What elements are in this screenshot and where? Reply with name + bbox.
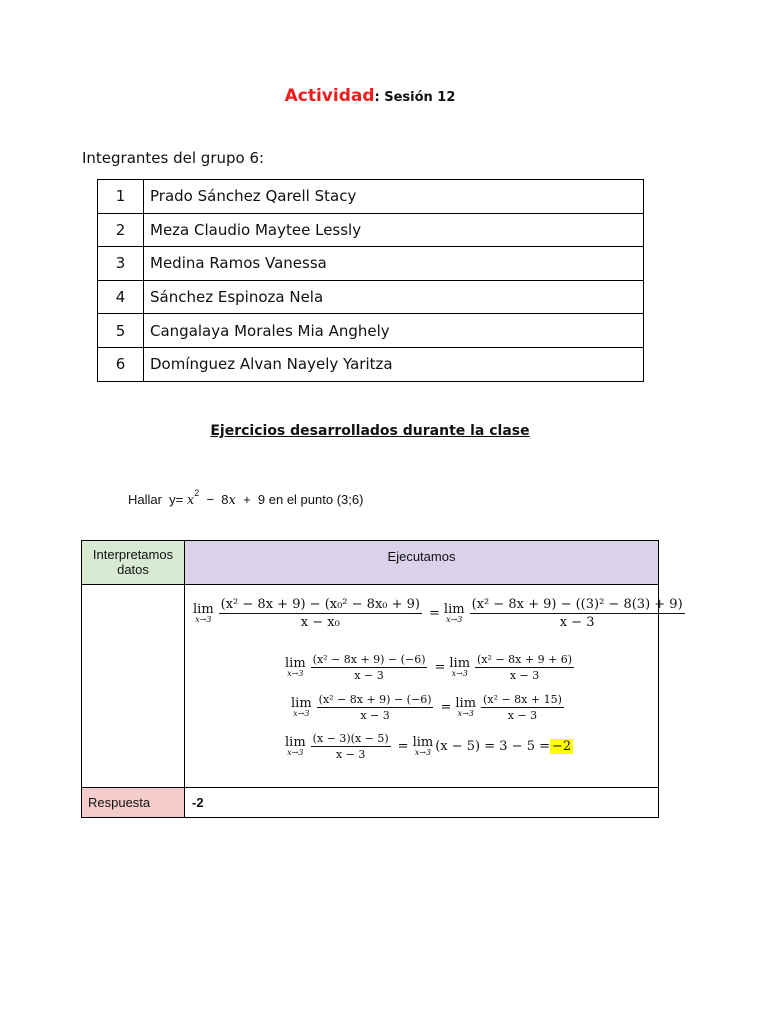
math-cell [185,585,683,788]
fraction: $\frac{\text{(x² − 8x + 9) − ((3)² − 8(3) + 9)}}{x - 3}$ [471,597,683,630]
member-number: 6 [98,347,144,381]
members-table [97,179,644,382]
limit-operator: lim x→3 [412,734,434,757]
problem-middle: − 8 [199,492,229,507]
math-line-2: lim x→3 $\frac{\text{(x² − 8x + 9) − (−6)}}{x - 3}$ = lim x→3 $\frac{\text{(x² − 8x + 9 + 6)}}{x - 3}$ [285,653,573,682]
member-name: Sánchez Espinoza Nela [144,280,644,314]
limit-operator: lim x→3 [291,695,312,718]
member-row [98,280,644,314]
limit-operator: lim x→3 [193,601,214,624]
fraction: $\frac{\text{(x² − 8x + 9) − (−6)}}{x - 3}$ [312,653,426,682]
problem-exponent: 2 [194,488,200,498]
member-row [98,314,644,348]
group-intro: Integrantes del grupo 6: [82,149,265,167]
interpret-header: Interpretamos datos [82,541,185,585]
member-name: Medina Ramos Vanessa [144,247,644,281]
member-number: 5 [98,314,144,348]
member-row [98,213,644,247]
member-number: 3 [98,247,144,281]
math-line-3: lim x→3 $\frac{\text{(x² − 8x + 9) − (−6)}}{x - 3}$ = lim x→3 $\frac{\text{(x² − 8x + 15)}}{x - 3}$ [291,693,562,722]
execute-header: Ejecutamos [185,541,659,585]
member-name: Meza Claudio Maytee Lessly [144,213,644,247]
member-number: 4 [98,280,144,314]
member-name: Cangalaya Morales Mia Anghely [144,314,644,348]
member-number: 1 [98,180,144,214]
problem-x: x [186,493,195,508]
highlighted-result: −2 [552,739,572,754]
fraction: $\frac{\text{(x² − 8x + 9) − (−6)}}{x - 3}$ [318,693,432,722]
limit-operator: lim x→3 [285,734,306,757]
problem-x2: x [228,493,236,508]
section-subtitle: Ejercicios desarrollados durante la clase [210,423,530,439]
problem-suffix: + 9 en el punto (3;6) [235,492,364,507]
member-number: 2 [98,213,144,247]
math-rest: (x − 5) = 3 − 5 = [435,739,551,754]
math-line-4: lim x→3 $\frac{(x - 3)(x - 5)}{x - 3}$ = lim x→3 (x − 5) = 3 − 5 = −2 [285,732,572,761]
fraction: $\frac{\text{(x² − 8x + 15)}}{x - 3}$ [483,693,562,722]
session-label: : Sesión 12 [374,90,456,105]
interpret-cell [82,585,185,788]
answer-label: Respuesta [82,788,185,818]
member-row [98,247,644,281]
fraction: $\frac{(x - 3)(x - 5)}{x - 3}$ [312,732,389,761]
fraction: $\frac{\text{(x² − 8x + 9 + 6)}}{x - 3}$ [477,653,573,682]
work-table [81,540,683,818]
problem-statement [128,488,364,508]
document-title [0,86,740,106]
problem-prefix: Hallar y= [128,492,187,507]
limit-operator: lim x→3 [443,601,465,624]
member-row [98,180,644,214]
fraction: $\frac{\text{(x² − 8x + 9) − (x₀² − 8x₀ + 9)}}{\text{x − x₀}}$ [220,597,420,630]
member-name: Prado Sánchez Qarell Stacy [144,180,644,214]
member-name: Domínguez Alvan Nayely Yaritza [144,347,644,381]
limit-operator: lim x→3 [285,655,306,678]
math-line-1: lim x→3 $\frac{\text{(x² − 8x + 9) − (x₀² − 8x₀ + 9)}}{\text{x − x₀}}$ = lim x→3 $\frac{\text{(x² − 8x + 9) − ((3)² − 8(3) + 9)}}{x - 3}$ [193,597,683,630]
limit-operator: lim x→3 [455,695,477,718]
answer-value: -2 [185,788,659,818]
limit-operator: lim x→3 [449,655,471,678]
activity-label: Actividad [284,86,375,106]
member-row [98,347,644,381]
